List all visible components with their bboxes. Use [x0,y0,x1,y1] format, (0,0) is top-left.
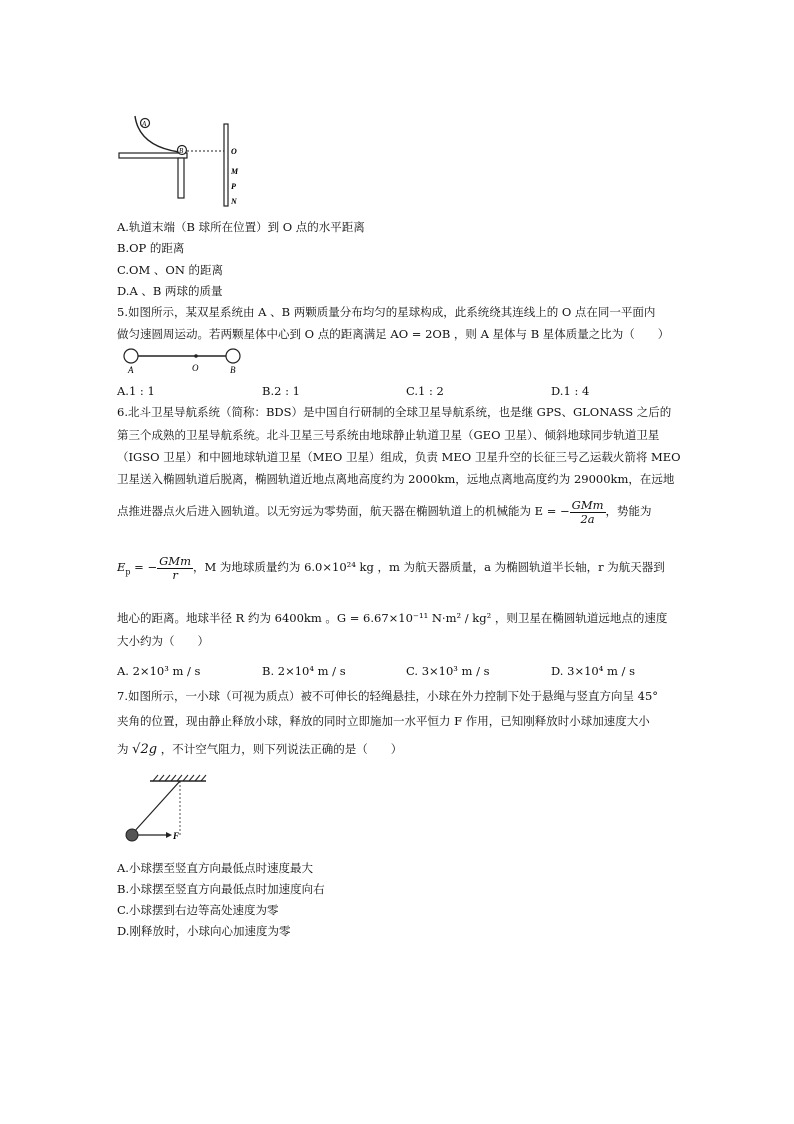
q5-option-a: A.1 : 1 [117,384,155,398]
q5-stem-line-2: 做匀速圆周运动。若两颗星体中心到 O 点的距离满足 AO = 2OB ，则 A 星体与 B 星体质量之比为（ ） [117,327,670,341]
q7-stem-line-3 [117,738,402,761]
q6-stem-line-5 [117,496,652,526]
q6-potential-suffix: ，M 为地球质量约为 6.0×10²⁴ kg ，m 为航天器质量，a 为椭圆轨道半长轴，r 为航天器到 [193,560,665,574]
q7-stem-line-2: 夹角的位置，现由静止释放小球，释放的同时立即施加一水平恒力 F 作用，已知刚释放时小球加速度大小 [117,714,650,728]
fig-q5-label-a: A [128,365,134,374]
figure-q4-track [117,112,247,212]
q5-stem-line-1: 5.如图所示，某双星系统由 A 、B 两颗质量分布均匀的星球构成，此系统绕其连线上的 O 点在同一平面内 [117,305,656,319]
q7-option-d: D.刚释放时，小球向心加速度为零 [117,924,291,938]
q7-stem-prefix: 为 [117,742,133,756]
star-a [124,349,138,363]
q6-option-b: B. 2×10⁴ m / s [262,664,346,678]
fig-q4-label-a: A [142,120,147,128]
fig-q4-label-n: N [231,197,237,206]
q6-stem-line-8: 大小约为（ ） [117,634,209,648]
q6-potential-subscript: p [125,567,131,577]
q5-option-c: C.1 : 2 [406,384,444,398]
q6-energy-suffix: ，势能为 [605,504,652,518]
q4-option-c: C.OM 、ON 的距离 [117,263,224,277]
fig-q4-label-o: O [231,147,237,156]
fig-q7-label-f: F [173,831,180,841]
screen-board [224,124,228,206]
q6-potential-fraction [157,555,193,582]
q7-option-a: A.小球摆至竖直方向最低点时速度最大 [117,861,313,875]
track-table [119,153,187,158]
q6-stem-line-6 [117,552,665,587]
q6-stem-line-1: 6.北斗卫星导航系统（简称：BDS）是中国自行研制的全球卫星导航系统，也是继 GPS、GLONASS 之后的 [117,405,672,419]
q5-option-d: D.1 : 4 [551,384,590,398]
q7-stem-suffix: ，不计空气阻力，则下列说法正确的是（ ） [157,742,403,756]
q6-energy-numerator: GMm [571,497,604,512]
fig-q5-label-o: O [192,363,199,373]
q6-option-a: A. 2×10³ m / s [117,664,201,678]
q7-stem-line-1: 7.如图所示，一小球（可视为质点）被不可伸长的轻绳悬挂，小球在外力控制下处于悬绳与竖直方向呈 45° [117,689,659,703]
string [133,781,180,833]
q7-option-b: B.小球摆至竖直方向最低点时加速度向右 [117,882,325,896]
ball [126,829,138,841]
q6-energy-text: 点推进器点火后进入圆轨道。以无穷远为零势面，航天器在椭圆轨道上的机械能为 E = − [117,504,570,518]
q6-stem-line-3: （IGSO 卫星）和中圆地球轨道卫星（MEO 卫星）组成，负责 MEO 卫星升空的长征三号乙运载火箭将 MEO [117,450,681,464]
fig-q4-label-b: B [179,147,184,155]
center-o [194,354,198,358]
q6-potential-numerator: GMm [159,553,191,568]
figure-q5-binary-star [117,346,247,374]
fig-q4-label-m: M [231,167,239,176]
q6-potential-denominator: r [172,567,178,582]
q6-potential-symbol: E [117,560,126,574]
q6-stem-line-4: 卫星送入椭圆轨道后脱离，椭圆轨道近地点离地高度约为 2000km，远地点离地高度约为 29000km，在远地 [117,472,675,486]
q6-option-c: C. 3×10³ m / s [406,664,490,678]
fig-q5-label-b: B [230,365,236,374]
q4-option-d: D.A 、B 两球的质量 [117,284,223,298]
track-support [178,158,184,198]
q6-option-d: D. 3×10⁴ m / s [551,664,635,678]
q6-energy-denominator: 2a [580,511,595,526]
fig-q4-label-p: P [231,182,236,191]
q6-stem-line-7: 地心的距离。地球半径 R 约为 6400km 。G = 6.67×10⁻¹¹ N·m² / kg² ，则卫星在椭圆轨道远地点的速度 [117,611,668,625]
q4-option-a: A.轨道末端（B 球所在位置）到 O 点的水平距离 [117,220,365,234]
q6-energy-fraction [570,499,606,526]
q6-potential-equals: = − [130,560,158,574]
q4-option-b: B.OP 的距离 [117,241,185,255]
q7-acceleration-value: √2g [132,742,158,757]
q6-stem-line-2: 第三个成熟的卫星导航系统。北斗卫星三号系统由地球静止轨道卫星（GEO 卫星）、倾斜地球同步轨道卫星 [117,428,660,442]
figure-q7-pendulum [120,773,210,853]
q7-option-c: C.小球摆到右边等高处速度为零 [117,903,279,917]
star-b [226,349,240,363]
q5-option-b: B.2 : 1 [262,384,300,398]
